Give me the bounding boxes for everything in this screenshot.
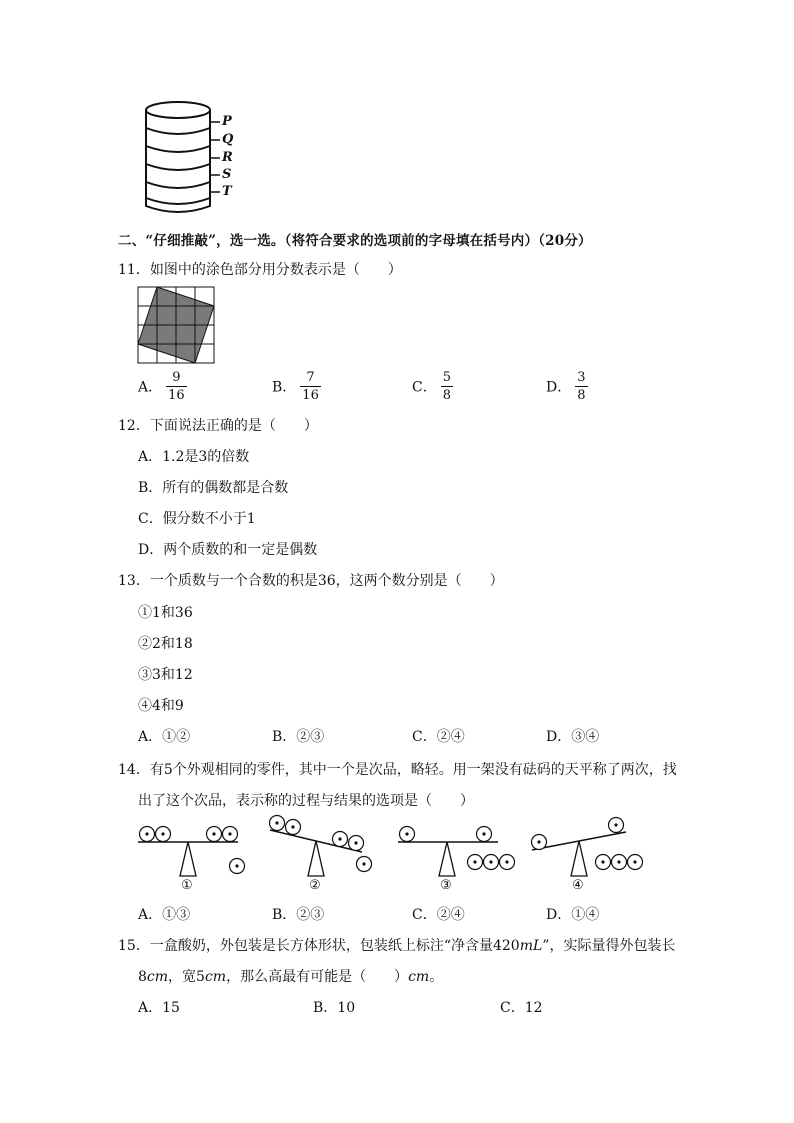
question-15-line2: 8cm，宽5cm，那么高最有可能是（ ）cm。 [138,969,444,985]
q13-option-b[interactable]: B．②③ [272,729,325,745]
scale-label-3: ③ [440,878,452,893]
q15-option-c[interactable]: C．12 [500,1000,543,1016]
q15-option-b[interactable]: B．10 [313,1000,356,1016]
stack-label-s: S [222,167,232,182]
q12-option-d[interactable]: D．两个质数的和一定是偶数 [138,542,318,558]
stack-label-p: P [222,114,232,129]
fraction: $\frac{3}{8}$ [577,370,586,403]
scale-label-1: ① [181,878,193,893]
q14-option-b[interactable]: B．②③ [272,907,325,923]
q13-item-2: ②2和18 [138,636,193,652]
balance-scale-2 [270,816,372,877]
fraction: $\frac{9}{16}$ [168,370,185,403]
q15-option-a[interactable]: A．15 [138,1000,180,1016]
fraction: $\frac{7}{16}$ [302,370,319,403]
q11-grid-figure [137,286,215,364]
q14-option-a[interactable]: A．①③ [138,907,191,923]
q13-item-3: ③3和12 [138,667,193,683]
question-12: 12．下面说法正确的是（ ） [118,418,318,434]
q12-option-c[interactable]: C．假分数不小于1 [138,511,256,527]
q11-option-d[interactable]: D． $\frac{3}{8}$ [546,370,586,403]
section-2-title: 二、“仔细推敲”，选一选。（将符合要求的选项前的字母填在括号内）（20分） [118,233,592,249]
q11-option-b[interactable]: B． $\frac{7}{16}$ [272,370,319,403]
q13-item-1: ①1和36 [138,605,193,621]
question-14-line1: 14．有5个外观相同的零件，其中一个是次品，略轻。用一架没有砝码的天平称了两次，找 [118,762,677,778]
q14-option-c[interactable]: C．②④ [412,907,465,923]
stack-label-t: T [222,184,232,199]
q14-balance-figures [134,814,664,898]
scale-label-4: ④ [572,878,584,893]
fraction: $\frac{5}{8}$ [442,370,451,403]
question-11: 11．如图中的涂色部分用分数表示是（ ） [118,262,402,278]
question-14-line2: 出了这个次品，表示称的过程与结果的选项是（ ） [138,793,474,809]
q12-option-b[interactable]: B．所有的偶数都是合数 [138,480,289,496]
balance-scale-4 [532,818,643,877]
q11-option-a[interactable]: A． $\frac{9}{16}$ [138,370,185,403]
q13-option-a[interactable]: A．①② [138,729,191,745]
balance-scale-1 [138,827,245,877]
question-13: 13．一个质数与一个合数的积是36，这两个数分别是（ ） [118,573,504,589]
q13-option-d[interactable]: D．③④ [546,729,600,745]
balance-scale-3 [398,827,515,877]
q11-option-c[interactable]: C． $\frac{5}{8}$ [412,370,451,403]
q12-option-a[interactable]: A．1.2是3的倍数 [138,449,250,465]
q13-item-4: ④4和9 [138,698,184,714]
q13-option-c[interactable]: C．②④ [412,729,465,745]
question-15-line1: 15．一盒酸奶，外包装是长方体形状，包装纸上标注“净含量420mL”，实际量得外包装长 [118,938,676,954]
scale-label-2: ② [309,878,321,893]
stack-label-r: R [222,150,233,165]
stack-label-q: Q [222,132,234,147]
q14-option-d[interactable]: D．①④ [546,907,600,923]
